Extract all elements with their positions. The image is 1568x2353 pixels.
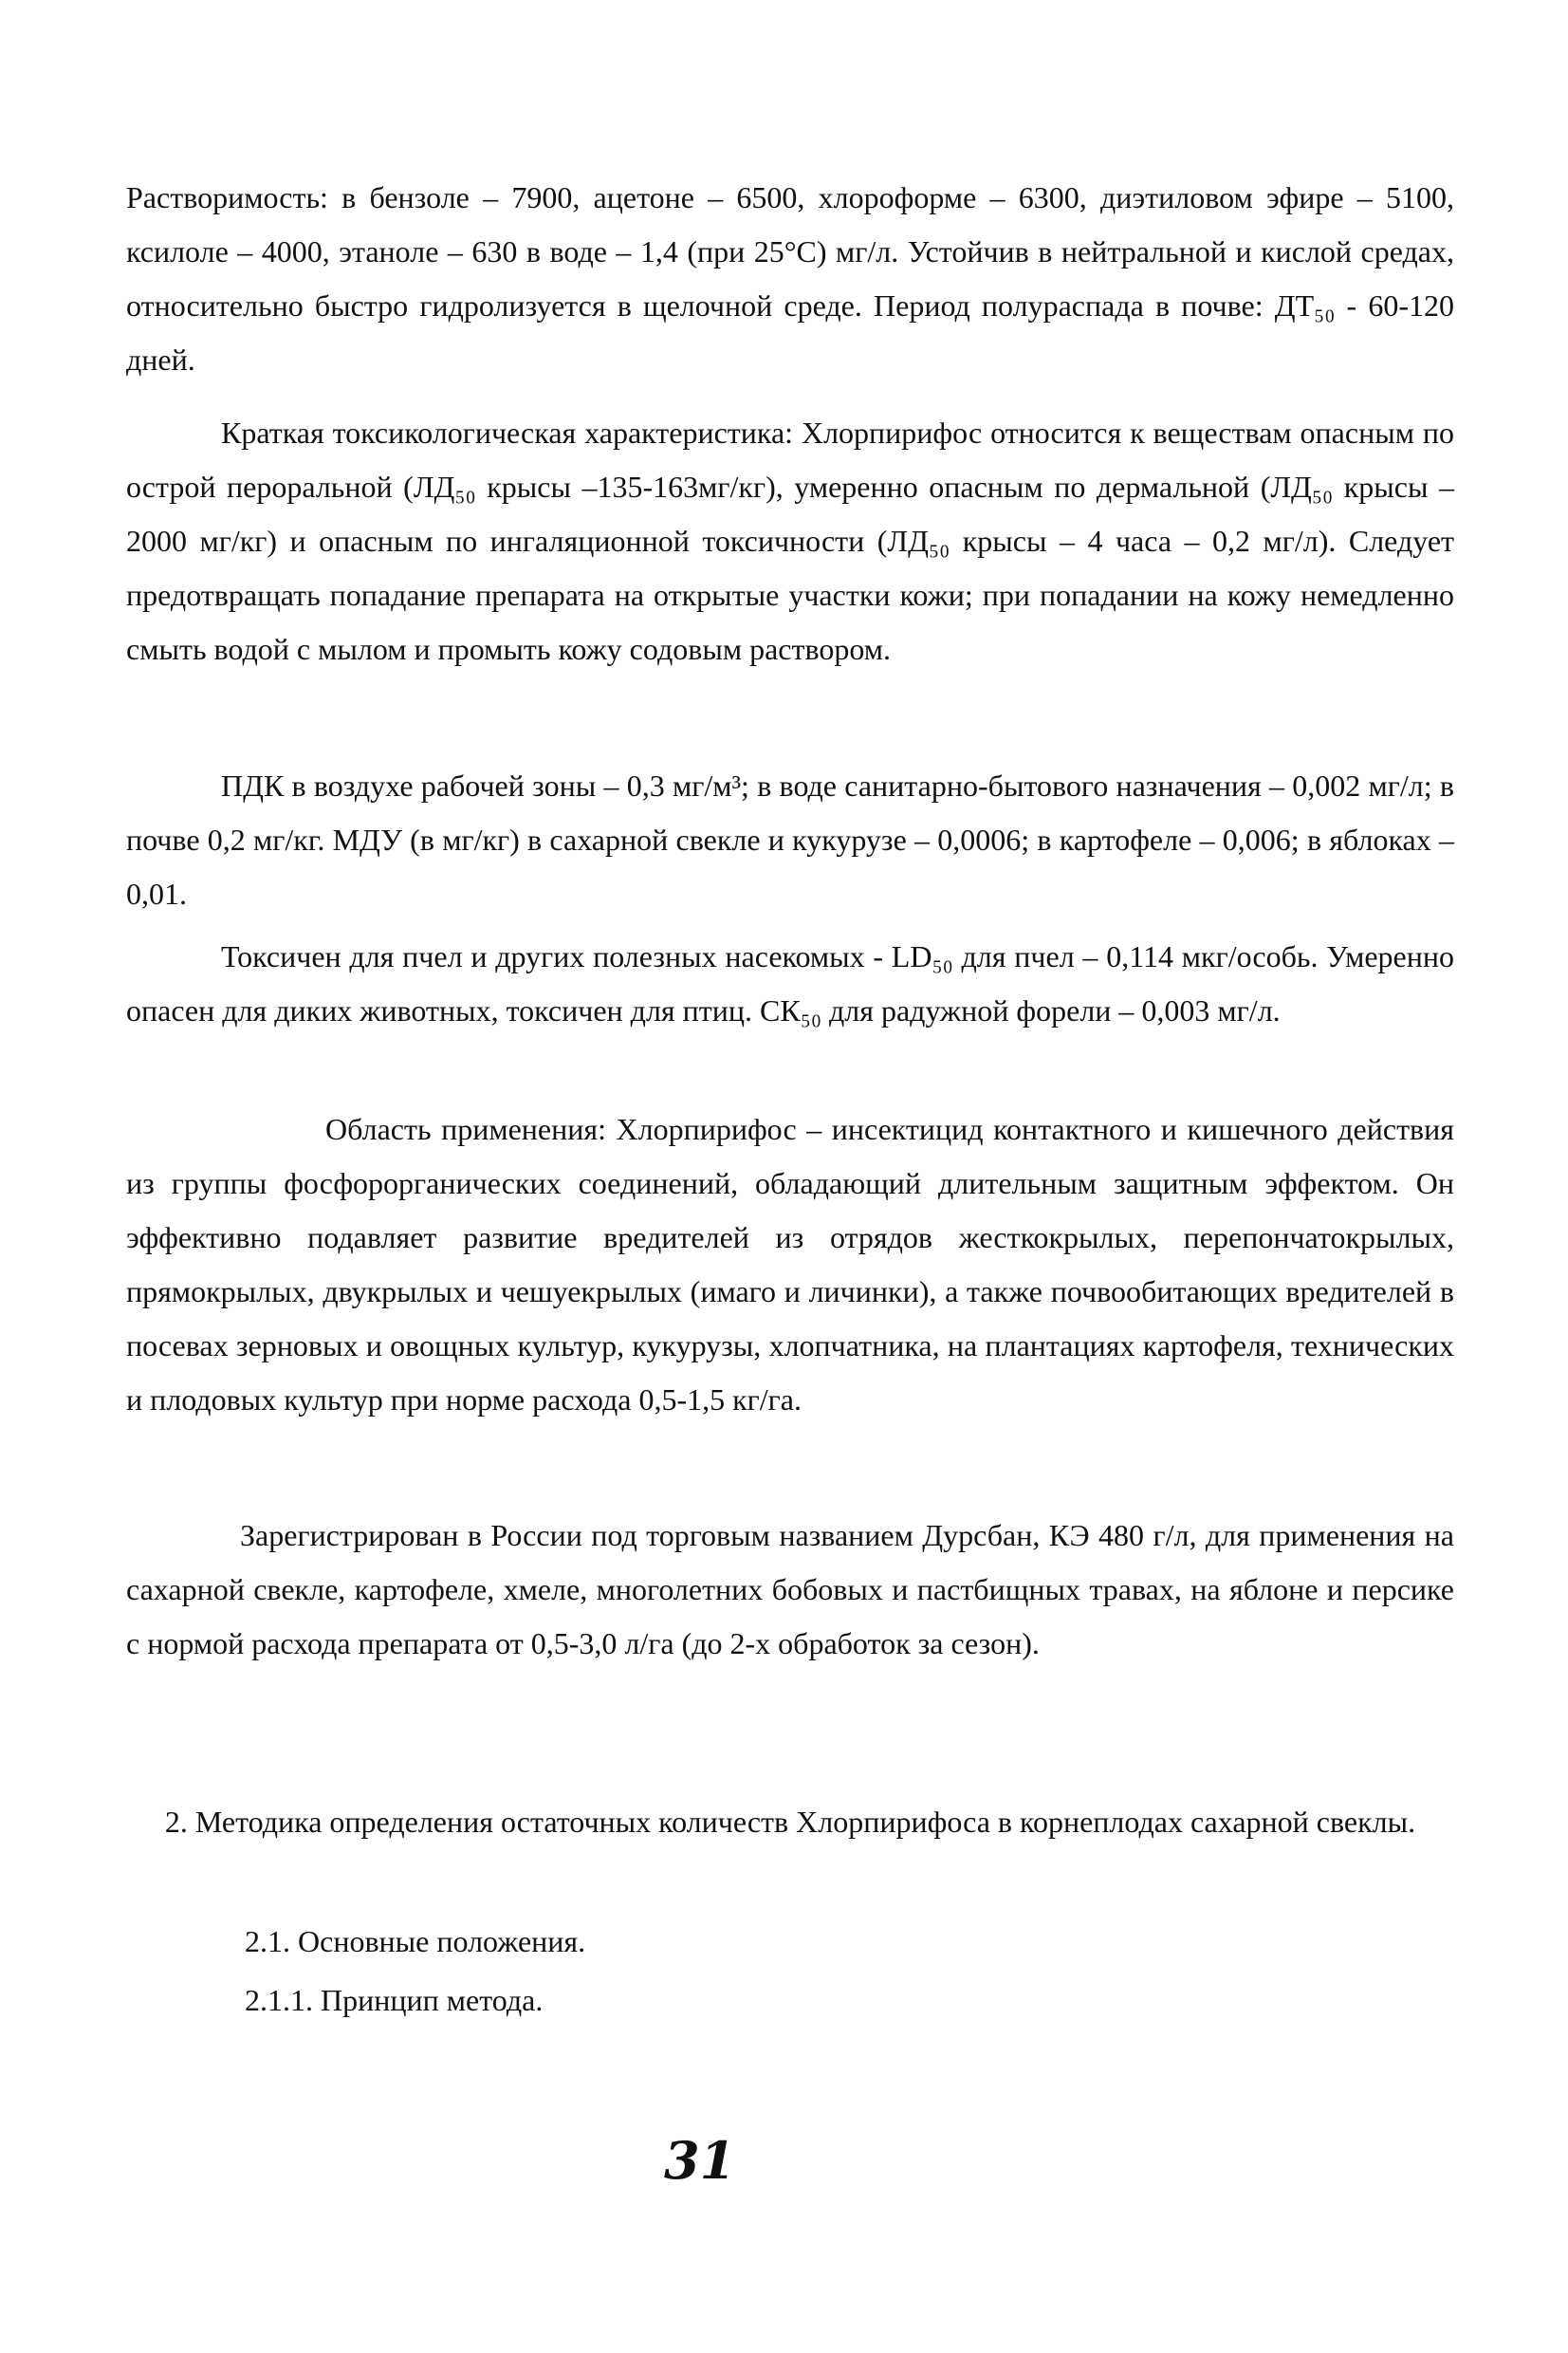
subsection-2-1: 2.1. Основные положения. [245,1924,586,1958]
registration-paragraph: Зарегистрирован в России под торговым названием Дурсбан, КЭ 480 г/л, для применения на сахарной свекле, картофеле, хмеле, многолетних бобовых и пастбищных травах, на яблоне и персике с нормой расхода препарата от 0,5-3,0 л/га (до 2-х обработок за сезон). [126,1518,1454,1660]
subsection-2-1-1: 2.1.1. Принцип метода. [245,1983,544,2017]
page-number: 31 [664,2130,736,2191]
toxicology-paragraph: Краткая токсикологическая характеристика: Хлорпирифос относится к веществам опасным по острой пероральной (ЛД₅₀ крысы –135-163мг/кг), умеренно опасным по дермальной (ЛД₅₀ крысы –2000 мг/кг) и опасным по ингаляционной токсичности (ЛД₅₀ крысы – 4 часа – 0,2 мг/л). Следует предотвращать попадание препарата на открытые участки кожи; при попадании на кожу немедленно смыть водой с мылом и промыть кожу содовым раствором. [126,416,1454,666]
section-heading: 2. Методика определения остаточных количеств Хлорпирифоса в корнеплодах сахарной свеклы. [164,1805,1416,1839]
bee-toxicity-paragraph: Токсичен для пчел и других полезных насекомых - LD₅₀ для пчел – 0,114 мкг/особь. Умеренно опасен для диких животных, токсичен для птиц. СК₅₀ для радужной форели – 0,003 мг/л. [126,939,1454,1028]
application-paragraph: Область применения: Хлорпирифос – инсектицид контактного и кишечного действия из группы фосфорорганических соединений, обладающий длительным защитным эффектом. Он эффективно подавляет развитие вредителей из отрядов жесткокрылых, перепончатокрылых, прямокрылых, двукрылых и чешуекрылых (имаго и личинки), а также почвообитающих вредителей в посевах зерновых и овощных культур, кукурузы, хлопчатника, на плантациях картофеля, технических и плодовых культур при норме расхода 0,5-1,5 кг/га. [126,1112,1454,1417]
mpc-paragraph: ПДК в воздухе рабочей зоны – 0,3 мг/м³; в воде санитарно-бытового назначения – 0,002 мг/л; в почве 0,2 мг/кг. МДУ (в мг/кг) в сахарной свекле и кукурузе – 0,0006; в картофеле – 0,006; в яблоках – 0,01. [126,769,1454,911]
solubility-paragraph: Растворимость: в бензоле – 7900, ацетоне – 6500, хлороформе – 6300, диэтиловом эфире – 5100, ксилоле – 4000, этаноле – 630 в воде – 1,4 (при 25°С) мг/л. Устойчив в нейтральной и кислой средах, относительно быстро гидролизуется в щелочной среде. Период полураспада в почве: ДТ₅₀ - 60-120 дней. [126,180,1454,377]
